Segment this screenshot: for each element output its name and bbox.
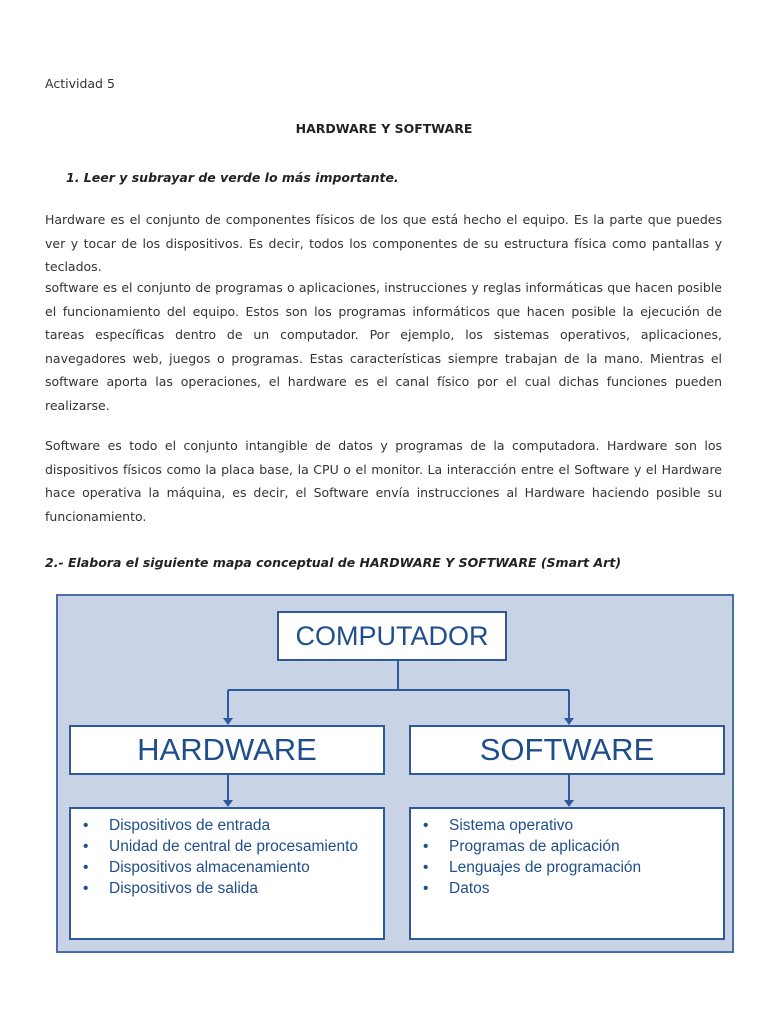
instruction-1: 1. Leer y subrayar de verde lo más importante. (66, 170, 399, 185)
software-list (411, 809, 723, 899)
list-item: • Dispositivos de entrada (109, 815, 383, 836)
software-box (409, 725, 725, 775)
arrow-down-icon (223, 800, 233, 807)
paragraph-hardware: Hardware es el conjunto de componentes físicos de los que está hecho el equipo. Es la parte que puedes ver y tocar de los dispositivos. Es decir, todos los componentes de su estructura física como pantallas y teclados. (45, 212, 722, 274)
activity-label: Actividad 5 (45, 76, 115, 91)
paragraph-comparison: Software es todo el conjunto intangible de datos y programas de la computadora. Hardware son los dispositivos físicos como la placa base, la CPU o el monitor. La interacción entre el Software y el Hardware hace operativa la máquina, es decir, el Software envía instrucciones al Hardware haciendo posible su funcionamiento. (45, 438, 722, 524)
hardware-label: HARDWARE (137, 732, 317, 767)
list-item: • Unidad de central de procesamiento (109, 836, 383, 857)
list-item: • Sistema operativo (449, 815, 723, 836)
list-item: • Lenguajes de programación (449, 857, 723, 878)
computador-label: COMPUTADOR (295, 620, 489, 651)
arrow-down-icon (564, 718, 574, 725)
hardware-list (71, 809, 383, 899)
hardware-list-box (69, 807, 385, 940)
software-list-box (409, 807, 725, 940)
arrow-down-icon (564, 800, 574, 807)
instruction-2: 2.- Elabora el siguiente mapa conceptual de HARDWARE Y SOFTWARE (Smart Art) (45, 555, 622, 570)
software-label: SOFTWARE (479, 732, 655, 767)
list-item: • Dispositivos de salida (109, 878, 383, 899)
computador-box (277, 611, 507, 661)
list-item: • Dispositivos almacenamiento (109, 857, 383, 878)
arrow-down-icon (223, 718, 233, 725)
list-item: • Datos (449, 878, 723, 899)
document-title: HARDWARE Y SOFTWARE (295, 121, 473, 136)
hardware-box (69, 725, 385, 775)
concept-map (56, 594, 734, 953)
list-item: • Programas de aplicación (449, 836, 723, 857)
paragraph-software: software es el conjunto de programas o aplicaciones, instrucciones y reglas informáticas que hacen posible el funcionamiento del equipo. Estos son los programas informáticos que hacen posible la ejecución de tareas específicas dentro de un computador. Por ejemplo, los sistemas operativos, aplicaciones, navegadores web, juegos o programas. Estas características siempre trabajan de la mano. Mientras el software aporta las operaciones, el hardware es el canal físico por el cual dichas funciones pueden realizarse. (45, 280, 722, 413)
